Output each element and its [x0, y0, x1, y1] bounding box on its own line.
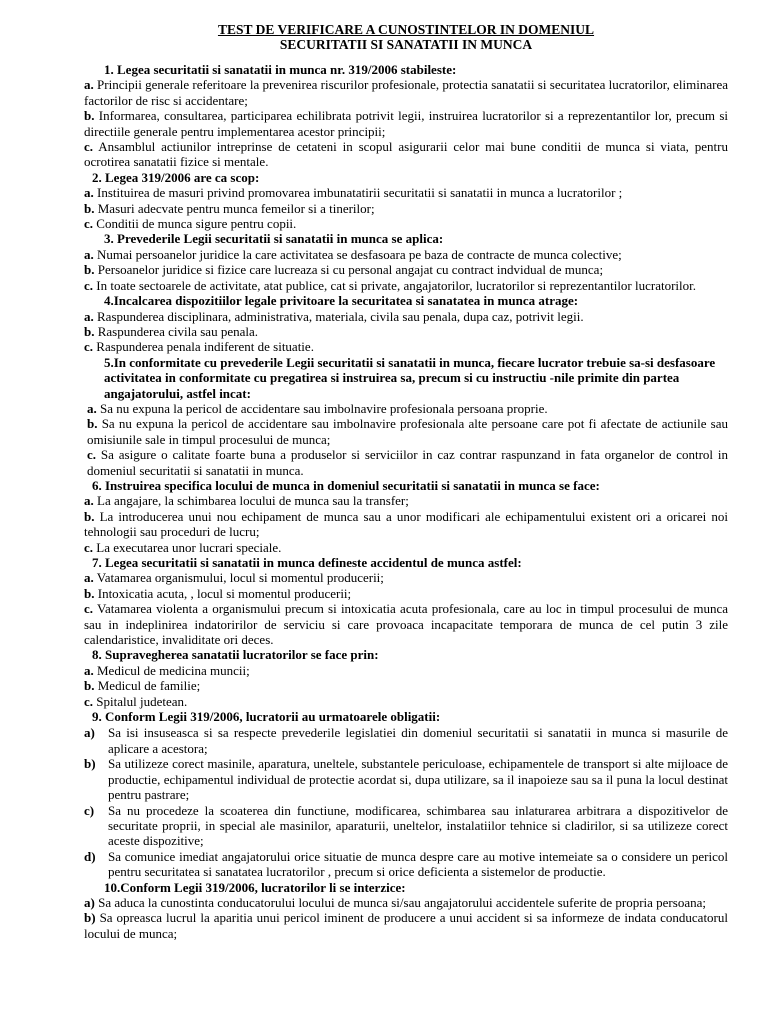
- answer-6a: a. La angajare, la schimbarea locului de munca sau la transfer;: [84, 493, 409, 509]
- answer-2c: c. Conditii de munca sigure pentru copii.: [84, 216, 297, 232]
- answer-3b: b. Persoanelor juridice si fizice care lucreaza si cu personal angajat cu contract indvidual de munca;: [84, 262, 604, 278]
- answer-7c: c. Vatamarea violenta a organismului precum si intoxicatia acuta profesionala, care au loc in timpul procesului de munca sau in indeplinirea indatoririlor de serviciu si care provoaca incapacitate temporara de munca de cel putin 3 zile calendaristice, invaliditate ori deces.: [84, 601, 729, 648]
- answer-10b: b) Sa opreasca lucrul la aparitia unui pericol iminent de producere a unui accident si sa informeze de indata conducatorul locului de munca;: [84, 910, 728, 941]
- answer-8c: c. Spitalul judetean.: [84, 693, 188, 709]
- answer-2a: a. Instituirea de masuri privind promovarea imbunatatirii securitatii si sanatatii in munca a lucratorilor ;: [84, 185, 623, 201]
- answer-3c: c. In toate sectoarele de activitate, atat publice, cat si private, angajatorilor, lucratorilor si reprezentantilor lucratorilor.: [84, 277, 697, 293]
- question-2: 2. Legea 319/2006 are ca scop:: [92, 169, 260, 185]
- answer-10a: a) Sa aduca la cunostinta conducatorului locului de munca si/sau angajatorului accidentele suferite de propria persoana;: [84, 894, 706, 910]
- question-6: 6. Instruirea specifica locului de munca in domeniul securitatii si sanatatii in munca se face:: [92, 477, 600, 493]
- answer-7a: a. Vatamarea organismului, locul si momentul producerii;: [84, 570, 384, 586]
- answer-5c: c. Sa asigure o calitate foarte buna a produselor si serviciilor in caz contrar raspunzand in fata organelor de control in domeniul securitatii si sanatatii in munca.: [87, 447, 729, 478]
- document-page: [84, 22, 728, 941]
- answer-6c: c. La executarea unor lucrari speciale.: [84, 539, 282, 555]
- answer-4c: c. Raspunderea penala indiferent de situatie.: [84, 339, 314, 355]
- question-5: 5.In conformitate cu prevederile Legii securitatii si sanatatii in munca, fiecare lucrator trebuie sa-si desfasoare activitatea in conformitate cu pregatirea si instruirea sa, precum si cu instructiu -nile primite din partea angajatorului, astfel incat:: [104, 354, 716, 401]
- answer-9d: d) Sa comunice imediat angajatorului orice situatie de munca despre care au motive intemeiate sa o considere un pericol pentru securitatea si sanatatea lucratorilor , precum si orice deficienta a sistemelor de productie.: [84, 848, 728, 880]
- answer-9b: b) Sa utilizeze corect masinile, aparatura, uneltele, substantele periculoase, echipamentele de transport si alte mijloace de productie, echipamentul individual de protectie acordat si, dupa utilizare, sa il inapoieze sau sa il puna la locul destinat pentru pastrare;: [84, 756, 728, 803]
- answer-6b: b. La introducerea unui nou echipament de munca sau a unor modificari ale echipamentului existent ori a oricarei noi tehnologii sau proceduri de lucru;: [84, 508, 729, 540]
- question-3: 3. Prevederile Legii securitatii si sanatatii in munca se aplica:: [104, 231, 444, 247]
- question-4: 4.Incalcarea dispozitiilor legale privitoare la securitatea si sanatatea in munca atrage:: [104, 293, 579, 309]
- answer-9c: c) Sa nu procedeze la scoaterea din functiune, modificarea, schimbarea sau inlaturarea arbitrara a dispozitivelor de securitate proprii, in special ale masinilor, aparaturii, uneltelor, instalatiilor tehnice si cladirilor, si sa utilizeze corect aceste dispozitive;: [84, 802, 728, 849]
- document-subtitle: SECURITATII SI SANATATII IN MUNCA: [279, 37, 533, 52]
- question-7: 7. Legea securitatii si sanatatii in munca defineste accidentul de munca astfel:: [92, 555, 522, 570]
- answer-1c: c. Ansamblul actiunilor intreprinse de cetateni in scopul asigurarii celor mai bune conditii de munca si viata, pentru ocrotirea sanatatii fizice si mentale.: [84, 139, 728, 170]
- question-1: 1. Legea securitatii si sanatatii in munca nr. 319/2006 stabileste:: [104, 62, 457, 77]
- answer-1a: a. Principii generale referitoare la prevenirea riscurilor profesionale, protectia sanatatii si securitatea lucratorilor, eliminarea factorilor de risc si accidentare;: [84, 77, 728, 108]
- answer-2b: b. Masuri adecvate pentru munca femeilor si a tinerilor;: [84, 200, 375, 216]
- answer-1b: b. Informarea, consultarea, participarea echilibrata potrivit legii, instruirea lucratorilor si a reprezentantilor lor, precum si directiile generale pentru implementarea acestor principii;: [84, 108, 728, 139]
- answer-5b: b. Sa nu expuna la pericol de accidentare sau imbolnavire profesionala alte persoane care pot fi afectate de actiunile sau omisiunile sale in timpul procesului de munca;: [87, 416, 728, 447]
- answer-5a: a. Sa nu expuna la pericol de accidentare sau imbolnavire profesionala persoana proprie.: [87, 400, 548, 416]
- question-10: 10.Conform Legii 319/2006, lucratorilor li se interzice:: [104, 879, 406, 895]
- document-title: TEST DE VERIFICARE A CUNOSTINTELOR IN DOMENIUL: [217, 22, 595, 37]
- answer-8a: a. Medicul de medicina muncii;: [84, 662, 250, 678]
- answer-8b: b. Medicul de familie;: [84, 678, 201, 694]
- answer-9a: a) Sa isi insuseasca si sa respecte prevederile legislatiei din domeniul securitatii si sanatatii in munca si masurile de aplicare a acestora;: [84, 725, 728, 756]
- answer-4a: a. Raspunderea disciplinara, administrativa, materiala, civila sau penala, dupa caz, potrivit legii.: [84, 308, 584, 324]
- question-9: 9. Conform Legii 319/2006, lucratorii au urmatoarele obligatii:: [92, 709, 441, 725]
- answer-3a: a. Numai persoanelor juridice la care activitatea se desfasoara pe baza de contracte de munca colective;: [84, 246, 622, 262]
- answer-7b: b. Intoxicatia acuta, , locul si momentul producerii;: [84, 585, 352, 601]
- answer-4b: b. Raspunderea civila sau penala.: [84, 323, 258, 339]
- question-8: 8. Supravegherea sanatatii lucratorilor se face prin:: [92, 647, 379, 663]
